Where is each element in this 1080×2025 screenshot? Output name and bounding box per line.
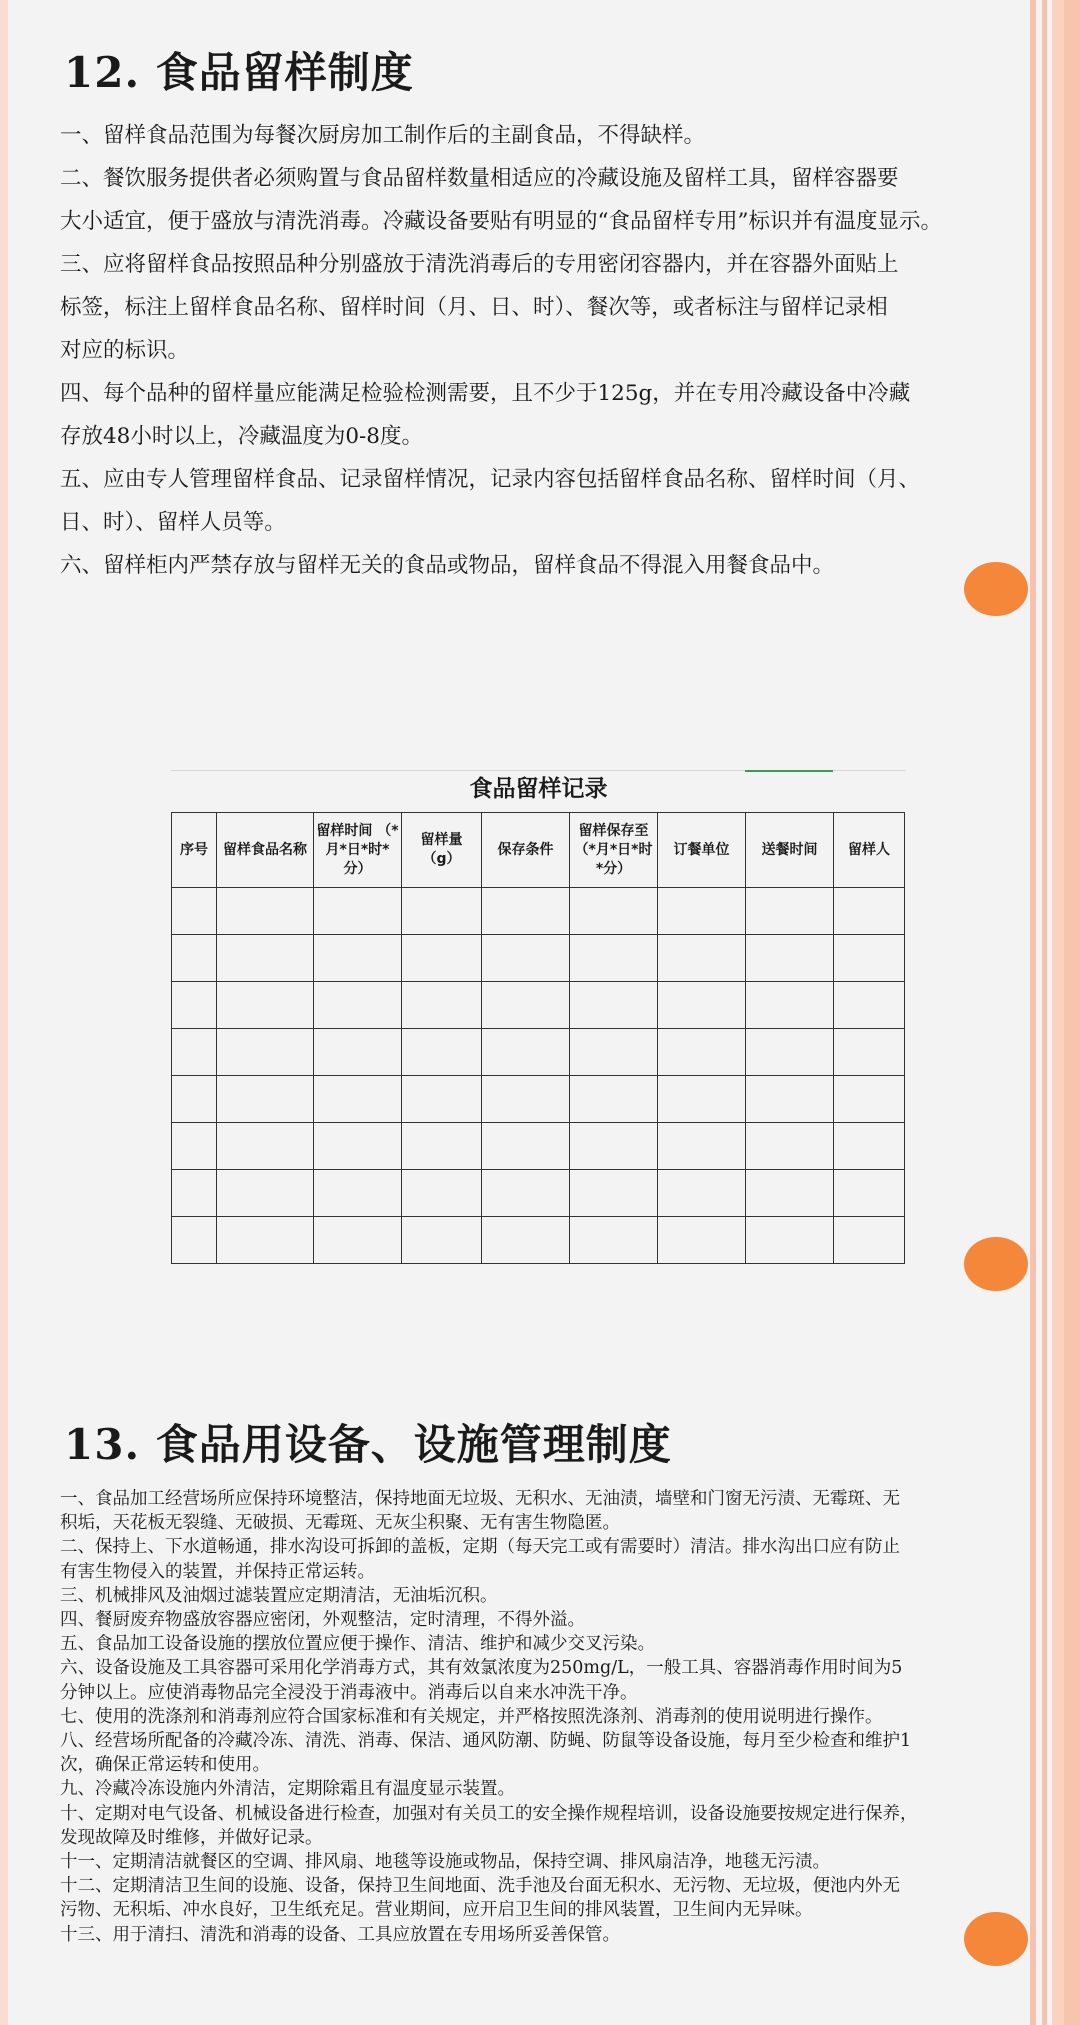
table-cell [482, 888, 570, 935]
table-cell [217, 1123, 314, 1170]
column-header: 留样食品名称 [217, 813, 314, 888]
paragraph-line: 积垢，天花板无裂缝、无破损、无霉斑、无灰尘积聚、无有害生物隐匿。 [60, 1513, 620, 1534]
paragraph-line: 二、保持上、下水道畅通，排水沟设可拆卸的盖板，定期（每天完工或有需要时）清洁。排水沟出口应有防止 [60, 1537, 900, 1558]
table-cell [570, 1029, 658, 1076]
paragraph-line: 大小适宜，便于盛放与清洗消毒。冷藏设备要贴有明显的“食品留样专用”标识并有温度显示。 [60, 209, 942, 234]
paragraph-line: 三、机械排风及油烟过滤装置应定期清洁，无油垢沉积。 [60, 1585, 498, 1606]
paragraph-line: 八、经营场所配备的冷藏冷冻、清洗、消毒、保洁、通风防潮、防蝇、防鼠等设备设施，每月至少检查和维护1 [60, 1731, 912, 1752]
table-cell [482, 982, 570, 1029]
left-border-stripe [0, 0, 8, 2025]
table-cell [402, 935, 482, 982]
table-cell [746, 1170, 834, 1217]
table-cell [314, 1123, 402, 1170]
table-cell [172, 1217, 217, 1264]
table-cell [482, 935, 570, 982]
table-cell [746, 1217, 834, 1264]
table-cell [570, 1170, 658, 1217]
section-13-title: 13. 食品用设备、设施管理制度 [64, 1420, 672, 1469]
paragraph-line: 五、应由专人管理留样食品、记录留样情况，记录内容包括留样食品名称、留样时间（月、 [60, 467, 921, 492]
table-cell [217, 935, 314, 982]
sample-record-table [171, 770, 906, 1264]
orange-dot-icon [964, 1237, 1028, 1291]
table-row [172, 1076, 905, 1123]
table-cell [314, 982, 402, 1029]
table-cell [834, 1170, 905, 1217]
table-cell [834, 888, 905, 935]
paragraph-line: 十一、定期清洁就餐区的空调、排风扇、地毯等设施或物品，保持空调、排风扇洁净，地毯无污渍。 [60, 1852, 830, 1873]
table-cell [570, 888, 658, 935]
table-cell [658, 888, 746, 935]
table-cell [658, 935, 746, 982]
table-cell [746, 1123, 834, 1170]
cell-selection-marker [745, 770, 833, 772]
paragraph-line: 日、时）、留样人员等。 [60, 510, 286, 535]
paragraph-line: 四、每个品种的留样量应能满足检验检测需要，且不少于125g，并在专用冷藏设备中冷藏 [60, 381, 911, 406]
table-cell [402, 1217, 482, 1264]
table-cell [402, 1123, 482, 1170]
column-header: 订餐单位 [658, 813, 746, 888]
table-cell [172, 1123, 217, 1170]
table-cell [658, 1170, 746, 1217]
table-cell [314, 1217, 402, 1264]
table-row [172, 888, 905, 935]
paragraph-line: 存放48小时以上，冷藏温度为0-8度。 [60, 424, 423, 449]
table-cell [217, 888, 314, 935]
paragraph-line: 发现故障及时维修，并做好记录。 [60, 1827, 323, 1848]
table-cell [402, 1076, 482, 1123]
table-title: 食品留样记录 [469, 775, 608, 802]
table-row [172, 1029, 905, 1076]
table-cell [314, 1170, 402, 1217]
paragraph-line: 标签，标注上留样食品名称、留样时间（月、日、时）、餐次等，或者标注与留样记录相 [60, 295, 888, 320]
table-cell [482, 1170, 570, 1217]
table-cell [746, 888, 834, 935]
table-cell [217, 1217, 314, 1264]
section-12-body [60, 114, 1040, 587]
table-cell [482, 1217, 570, 1264]
table-cell [482, 1076, 570, 1123]
table-cell [314, 1029, 402, 1076]
table-cell [172, 1029, 217, 1076]
right-border-stripe [1042, 0, 1047, 2025]
table-cell [172, 888, 217, 935]
table-cell [746, 1076, 834, 1123]
section-12-title: 12. 食品留样制度 [64, 48, 414, 97]
table-cell [172, 1170, 217, 1217]
column-header: 送餐时间 [746, 813, 834, 888]
table-cell [658, 1217, 746, 1264]
paragraph-line: 九、冷藏冷冻设施内外清洁，定期除霜且有温度显示装置。 [60, 1779, 515, 1800]
table-cell [570, 1076, 658, 1123]
paragraph-line: 十二、定期清洁卫生间的设施、设备，保持卫生间地面、洗手池及台面无积水、无污物、无垃圾，便池内外无 [60, 1876, 900, 1897]
table-cell [834, 982, 905, 1029]
paragraph-line: 六、留样柜内严禁存放与留样无关的食品或物品，留样食品不得混入用餐食品中。 [60, 553, 835, 578]
table-header-row [172, 813, 905, 888]
paragraph-line: 次，确保正常运转和使用。 [60, 1755, 270, 1776]
table-cell [217, 982, 314, 1029]
paragraph-line: 对应的标识。 [60, 338, 190, 363]
table-row [172, 1217, 905, 1264]
paragraph-line: 二、餐饮服务提供者必须购置与食品留样数量相适应的冷藏设施及留样工具，留样容器要 [60, 166, 899, 191]
table-cell [402, 1029, 482, 1076]
paragraph-line: 六、设备设施及工具容器可采用化学消毒方式，其有效氯浓度为250mg/L，一般工具、容器消毒作用时间为5 [60, 1658, 903, 1679]
paragraph-line: 一、留样食品范围为每餐次厨房加工制作后的主副食品，不得缺样。 [60, 123, 706, 148]
table-row [172, 1170, 905, 1217]
table-cell [658, 1076, 746, 1123]
table-cell [172, 935, 217, 982]
table-row [172, 1123, 905, 1170]
table-cell [570, 1217, 658, 1264]
table-cell [172, 982, 217, 1029]
section-13-body [60, 1487, 1040, 1947]
column-header: 留样时间 （*月*日*时*分） [314, 813, 402, 888]
table-cell [172, 1076, 217, 1123]
table-cell [746, 935, 834, 982]
column-header: 保存条件 [482, 813, 570, 888]
table-cell [834, 1123, 905, 1170]
table-cell [570, 982, 658, 1029]
table-cell [314, 1076, 402, 1123]
table-cell [570, 1123, 658, 1170]
column-header: 留样量 （g） [402, 813, 482, 888]
right-border-band [1064, 0, 1080, 2025]
table-cell [482, 1123, 570, 1170]
paragraph-line: 五、食品加工设备设施的摆放位置应便于操作、清洁、维护和减少交叉污染。 [60, 1634, 655, 1655]
table-cell [402, 982, 482, 1029]
table-cell [482, 1029, 570, 1076]
table-cell [746, 1029, 834, 1076]
paragraph-line: 有害生物侵入的装置，并保持正常运转。 [60, 1561, 375, 1582]
paragraph-line: 一、食品加工经营场所应保持环境整洁，保持地面无垃圾、无积水、无油渍，墙壁和门窗无污渍、无霉斑、无 [60, 1489, 900, 1509]
column-header: 序号 [172, 813, 217, 888]
table-cell [217, 1076, 314, 1123]
table-row [172, 935, 905, 982]
table-cell [746, 982, 834, 1029]
table-cell [834, 1217, 905, 1264]
table-cell [217, 1029, 314, 1076]
table-cell [314, 935, 402, 982]
table-cell [834, 935, 905, 982]
table-cell [217, 1170, 314, 1217]
paragraph-line: 七、使用的洗涤剂和消毒剂应符合国家标准和有关规定，并严格按照洗涤剂、消毒剂的使用说明进行操作。 [60, 1706, 883, 1727]
table-cell [658, 1029, 746, 1076]
table-cell [658, 1123, 746, 1170]
column-header: 留样保存至 （*月*日*时*分） [570, 813, 658, 888]
paragraph-line: 污物、无积垢、冲水良好，卫生纸充足。营业期间，应开启卫生间的排风装置，卫生间内无异味。 [60, 1900, 813, 1921]
table-cell [402, 1170, 482, 1217]
record-grid [171, 812, 905, 1264]
table-cell [834, 1076, 905, 1123]
table-cell [314, 888, 402, 935]
table-cell [402, 888, 482, 935]
paragraph-line: 分钟以上。应使消毒物品完全浸没于消毒液中。消毒后以自来水冲洗干净。 [60, 1682, 638, 1703]
table-cell [658, 982, 746, 1029]
paragraph-line: 十三、用于清扫、清洗和消毒的设备、工具应放置在专用场所妥善保管。 [60, 1924, 620, 1945]
paragraph-line: 十、定期对电气设备、机械设备进行检查，加强对有关员工的安全操作规程培训，设备设施要按规定进行保养， [60, 1803, 918, 1824]
table-cell [834, 1029, 905, 1076]
table-cell [570, 935, 658, 982]
paragraph-line: 四、餐厨废弃物盛放容器应密闭，外观整洁，定时清理，不得外溢。 [60, 1610, 585, 1631]
table-row [172, 982, 905, 1029]
column-header: 留样人 [834, 813, 905, 888]
paragraph-line: 三、应将留样食品按照品种分别盛放于清洗消毒后的专用密闭容器内，并在容器外面贴上 [60, 252, 899, 277]
